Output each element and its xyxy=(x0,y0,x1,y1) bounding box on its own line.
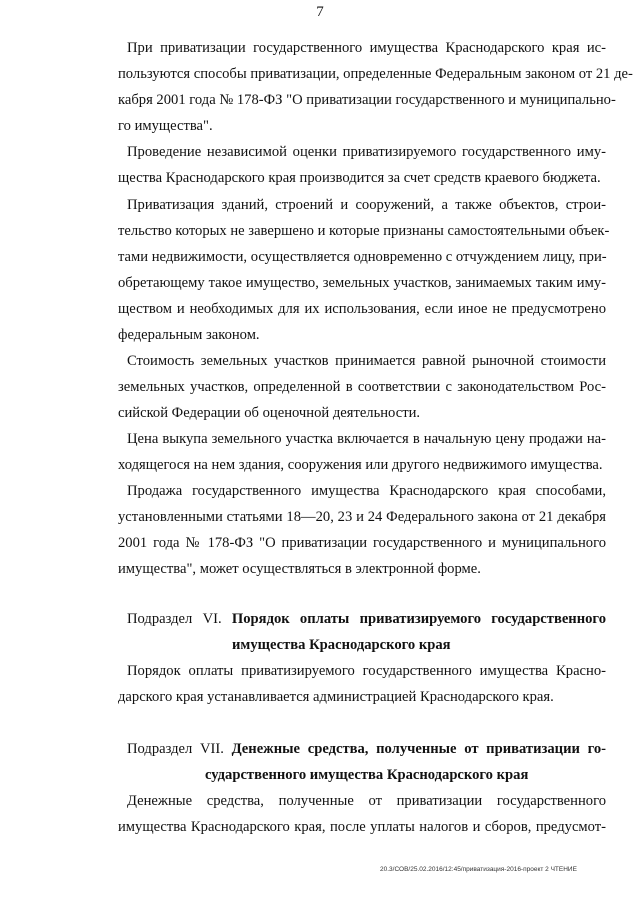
paragraph-line: федеральным законом. xyxy=(118,327,260,343)
paragraph-line: установленными статьями 18—20, 23 и 24 Федерального закона от 21 декабря xyxy=(118,509,606,525)
paragraph-line: пользуются способы приватизации, определенные Федеральным законом от 21 де- xyxy=(118,66,633,82)
paragraph-line: Стоимость земельных участков принимается равной рыночной стоимости xyxy=(127,353,606,369)
section-7-title: Денежные средства, полученные от приватизации го- xyxy=(231,741,606,757)
section-6-heading-cont xyxy=(232,637,451,654)
paragraph-line: имущества Краснодарского края, после уплаты налогов и сборов, предусмот- xyxy=(118,819,606,835)
paragraph-line: кабря 2001 года № 178-ФЗ "О приватизации государственного и муниципально- xyxy=(118,92,616,108)
paragraph-line: Цена выкупа земельного участка включается в начальную цену продажи на- xyxy=(127,431,606,447)
paragraph-line: Проведение независимой оценки приватизируемого государственного иму- xyxy=(127,144,606,160)
paragraph-line: При приватизации государственного имущества Краснодарского края ис- xyxy=(127,40,606,56)
paragraph-line: Приватизация зданий, строений и сооружений, а также объектов, строи- xyxy=(127,197,606,213)
section-6-prefix: Подраздел VI. xyxy=(127,611,232,627)
section-6-title-cont: имущества Краснодарского края xyxy=(232,637,451,653)
paragraph-line: 2001 года № 178-ФЗ "О приватизации государственного и муниципального xyxy=(118,535,606,551)
section-7-heading-cont xyxy=(205,767,528,784)
section-6-title: Порядок оплаты приватизируемого государственного xyxy=(231,611,606,627)
paragraph-line: тами недвижимости, осуществляется одновременно с отчуждением лицу, при- xyxy=(118,249,607,265)
paragraph-line: сийской Федерации об оценочной деятельности. xyxy=(118,405,421,421)
paragraph-line: ществом и необходимых для их использования, если иное не предусмотрено xyxy=(118,301,606,317)
section-7-heading xyxy=(127,741,606,758)
page-number: 7 xyxy=(316,4,324,20)
document-footer: 20.3/СОВ/25.02.2016/12:45/приватизация-2016-проект 2 ЧТЕНИЕ xyxy=(380,866,577,873)
paragraph-line: ходящегося на нем здания, сооружения или другого недвижимого имущества. xyxy=(118,457,603,473)
paragraph-line: имущества", может осуществляться в электронной форме. xyxy=(118,561,481,577)
paragraph-line: го имущества". xyxy=(118,118,213,134)
paragraph-line: Денежные средства, полученные от приватизации государственного xyxy=(127,793,606,809)
section-7-prefix: Подраздел VII. xyxy=(127,741,232,757)
paragraph-line: дарского края устанавливается администрацией Краснодарского края. xyxy=(118,689,554,705)
paragraph-line: тельство которых не завершено и которые признаны самостоятельными объек- xyxy=(118,223,610,239)
section-6-heading xyxy=(127,611,606,628)
paragraph-line: земельных участков, определенной в соответствии с законодательством Рос- xyxy=(118,379,606,395)
paragraph-line: Продажа государственного имущества Краснодарского края способами, xyxy=(127,483,606,499)
paragraph-line: щества Краснодарского края производится за счет средств краевого бюджета. xyxy=(118,170,601,186)
section-7-title-cont: сударственного имущества Краснодарского края xyxy=(205,767,529,783)
paragraph-line: Порядок оплаты приватизируемого государственного имущества Красно- xyxy=(127,663,606,679)
paragraph-line: обретающему такое имущество, земельных участков, занимаемых таким иму- xyxy=(118,275,606,291)
